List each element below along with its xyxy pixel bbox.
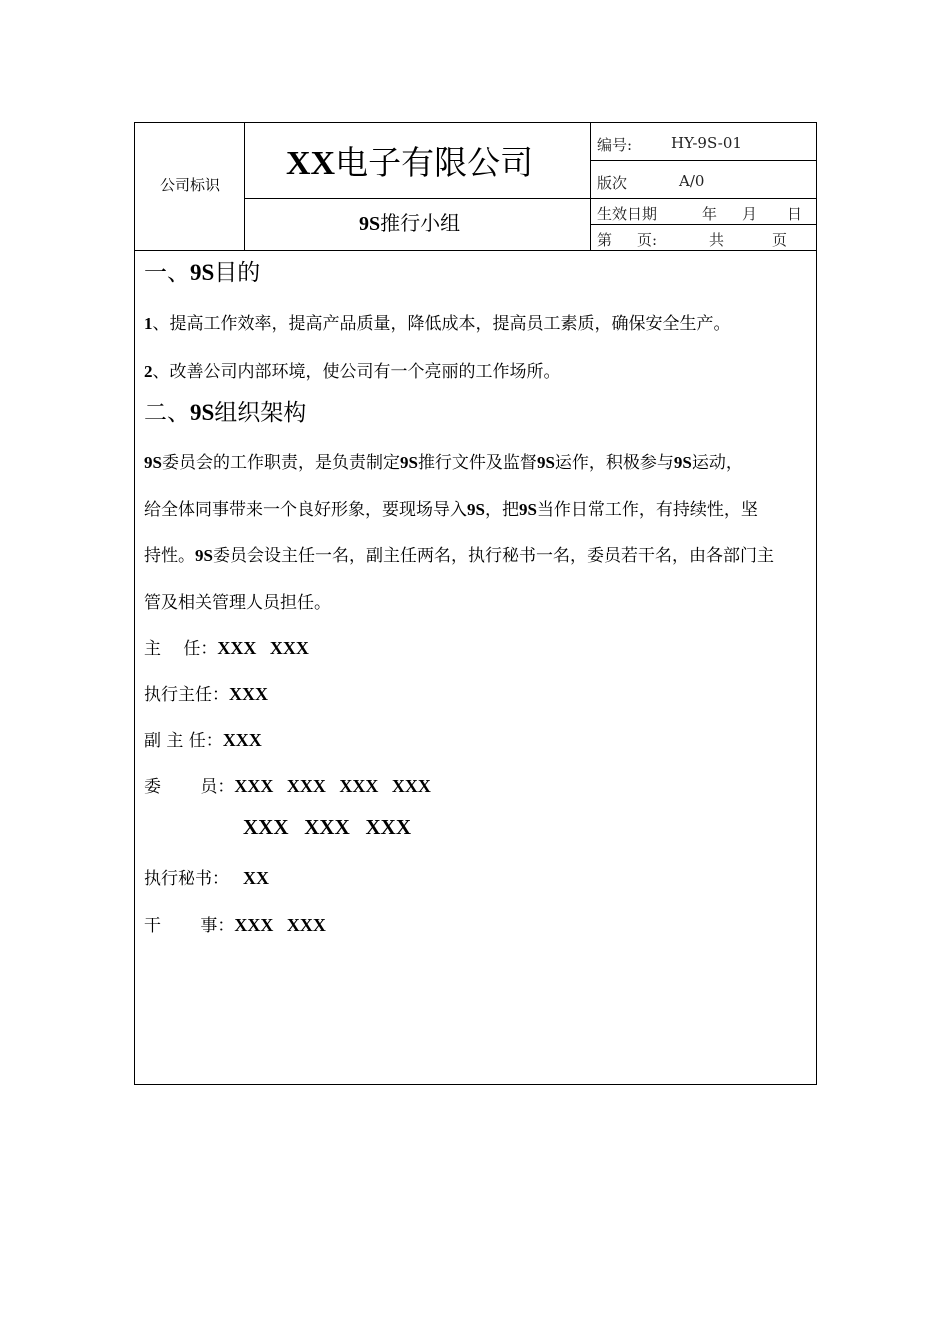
term-9s: 9S xyxy=(195,546,213,565)
roster-members xyxy=(144,772,431,797)
text: ，把 xyxy=(484,500,519,520)
section2-paragraph-line1 xyxy=(144,448,743,473)
text: 持性。 xyxy=(144,546,195,566)
effective-day: 日 xyxy=(787,205,803,223)
divider xyxy=(590,198,817,199)
term-9s: 9S xyxy=(144,453,162,472)
code-label: 编号: xyxy=(597,136,633,154)
roster-names: XXX xyxy=(229,684,268,704)
roster-label: 委 员： xyxy=(144,777,235,797)
document-form xyxy=(134,122,817,1085)
roster-names: XXX XXX xyxy=(234,915,326,935)
term-9s: 9S xyxy=(536,453,555,472)
group-name xyxy=(359,207,460,236)
divider xyxy=(590,123,591,251)
section1-heading-rest: 目的 xyxy=(214,260,261,286)
section2-heading xyxy=(144,394,306,427)
group-name-rest: 推行小组 xyxy=(380,211,461,235)
text: 委员会的工作职责，是负责制定 xyxy=(161,453,400,473)
term-9s: 9S xyxy=(399,453,418,472)
page-label-gong: 共 xyxy=(709,231,725,249)
section2-paragraph-line2 xyxy=(144,495,758,520)
roster-members-line2: XXX XXX XXX xyxy=(243,815,411,839)
version-label: 版次 xyxy=(597,174,628,192)
section1-item1 xyxy=(144,309,731,334)
roster-director xyxy=(144,634,309,659)
company-title-rest: 电子有限公司 xyxy=(335,143,534,182)
roster-names: XX xyxy=(243,868,269,888)
company-logo-label: 公司标识 xyxy=(160,176,221,194)
roster-label: 干 事： xyxy=(144,916,235,936)
item-text: 、提高工作效率，提高产品质量，降低成本，提高员工素质，确保安全生产。 xyxy=(152,314,731,334)
divider xyxy=(590,160,817,161)
effective-year: 年 xyxy=(702,205,718,223)
section1-heading-latin: 9S xyxy=(190,260,215,285)
roster-names: XXX XXX xyxy=(217,638,309,658)
section2-heading-rest: 组织架构 xyxy=(214,400,307,426)
divider xyxy=(244,198,590,199)
code-value: HY-9S-01 xyxy=(671,134,742,152)
page-label-ye2: 页 xyxy=(772,231,788,249)
section2-heading-latin: 9S xyxy=(190,400,215,425)
section1-heading xyxy=(144,254,260,287)
effective-month: 月 xyxy=(742,205,758,223)
roster-label: 副 主 任： xyxy=(144,731,223,751)
roster-deputy xyxy=(144,726,262,751)
page-label-di: 第 xyxy=(597,231,613,249)
section1-heading-prefix: 一、 xyxy=(144,260,190,286)
text: 当作日常工作，有持续性，坚 xyxy=(536,500,758,520)
term-9s: 9S xyxy=(673,453,692,472)
term-9s: 9S xyxy=(518,500,537,519)
section1-item2 xyxy=(144,357,561,382)
roster-secretary xyxy=(144,864,269,889)
page-label-ye: 页: xyxy=(637,231,658,249)
version-value: A/0 xyxy=(679,172,705,190)
company-title-prefix: XX xyxy=(286,145,336,182)
item-text: 、改善公司内部环境，使公司有一个亮丽的工作场所。 xyxy=(152,362,561,382)
divider xyxy=(590,224,817,225)
effective-date-label: 生效日期 xyxy=(597,205,658,223)
divider xyxy=(135,250,817,251)
roster-names: XXX XXX XXX XXX xyxy=(234,776,431,796)
text: 运作，积极参与 xyxy=(554,453,674,473)
divider xyxy=(244,123,245,251)
group-name-prefix: 9S xyxy=(359,213,381,235)
section2-paragraph-line4: 管及相关管理人员担任。 xyxy=(144,593,331,613)
item-number: 1 xyxy=(144,314,153,333)
roster-staff xyxy=(144,911,326,936)
roster-label: 执行秘书： xyxy=(144,869,229,889)
term-9s: 9S xyxy=(467,500,485,519)
text: 委员会设主任一名，副主任两名，执行秘书一名，委员若干名，由各部门主 xyxy=(212,546,774,566)
section2-paragraph-line3 xyxy=(144,541,774,566)
text: 推行文件及监督 xyxy=(417,453,537,473)
item-number: 2 xyxy=(144,362,153,381)
roster-exec-director xyxy=(144,680,268,705)
roster-names: XXX xyxy=(222,730,262,750)
company-title xyxy=(286,137,533,184)
text: 给全体同事带来一个良好形象，要现场导入 xyxy=(144,500,467,520)
roster-label: 执行主任： xyxy=(144,685,229,705)
section2-heading-prefix: 二、 xyxy=(144,400,190,426)
roster-label: 主 任： xyxy=(144,639,218,659)
text: 运动， xyxy=(691,453,743,473)
